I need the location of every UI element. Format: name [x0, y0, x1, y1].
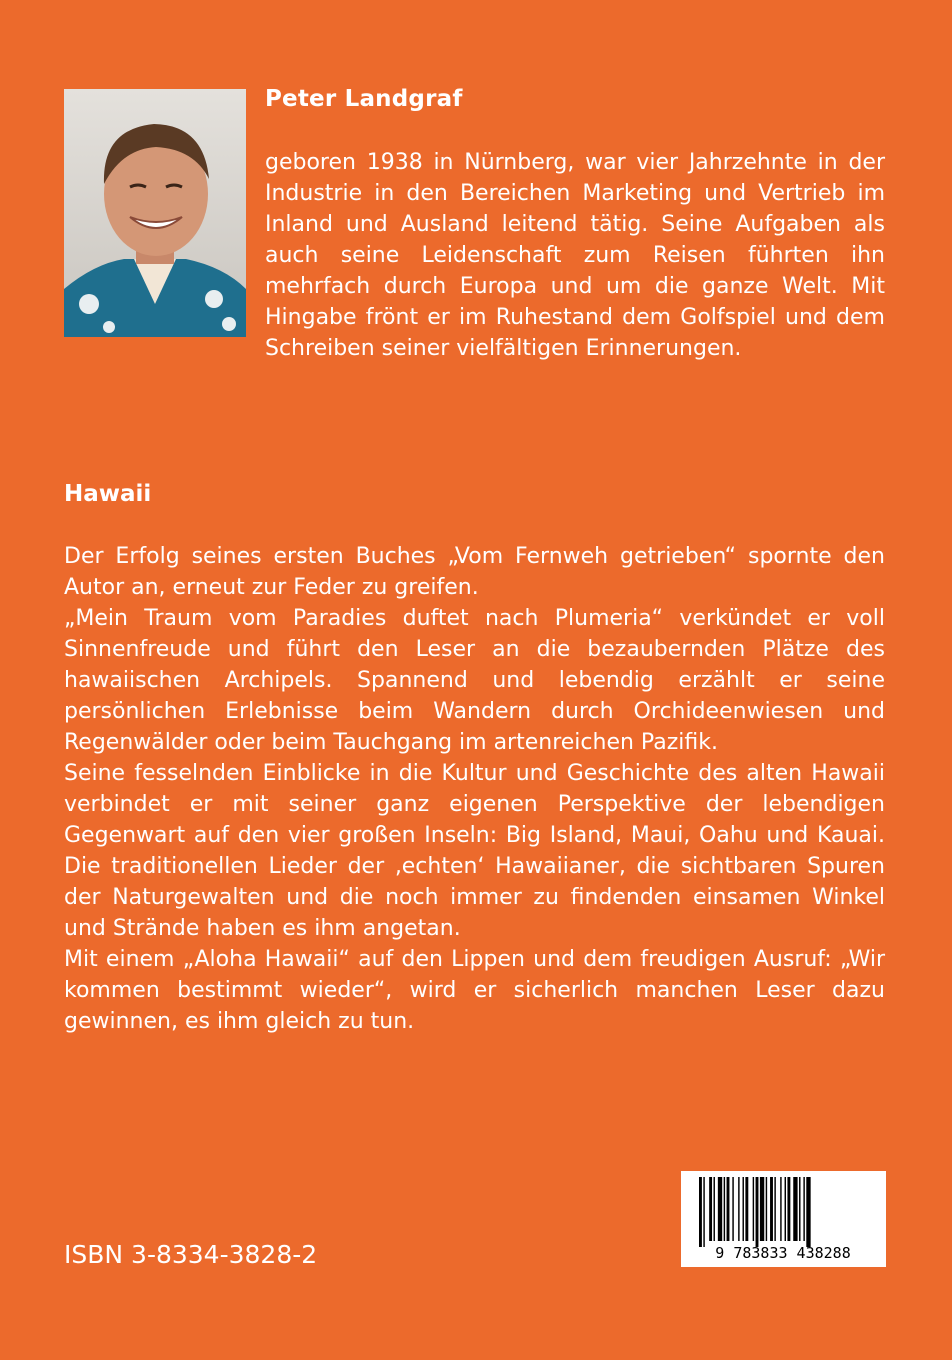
barcode-bar: [774, 1177, 775, 1241]
author-name: Peter Landgraf: [265, 86, 463, 112]
barcode-bar: [760, 1177, 764, 1241]
barcode-bar: [724, 1177, 725, 1241]
barcode-bar: [743, 1177, 744, 1241]
barcode-bar: [738, 1177, 739, 1241]
barcode-number: 9 783833 438288: [715, 1244, 851, 1262]
barcode-bar: [806, 1177, 810, 1247]
description-paragraph: Mit einem „Aloha Hawaii“ auf den Lippen und dem freudigen Ausruf: „Wir kommen bestimmt wieder“, wird er sicherlich manchen Leser dazu gewinnen, es ihm gleich zu tun.: [64, 947, 885, 1034]
barcode-bar: [745, 1177, 748, 1241]
description-paragraph: „Mein Traum vom Paradies duftet nach Plumeria“ verkündet er voll Sinnenfreude und führt den Leser an die bezaubernden Plätze des hawaiischen Archipels. Spannend und lebendig erzählt er seine persönlichen Erlebnisse beim Wandern durch Orchideenwiesen und Regenwälder oder beim Tauchgang im artenreichen Pazifik.: [64, 606, 885, 755]
barcode-bar: [780, 1177, 781, 1241]
barcode-bar: [785, 1177, 786, 1241]
description-paragraph: Der Erfolg seines ersten Buches „Vom Fernweh getrieben“ spornte den Autor an, erneut zur Feder zu greifen.: [64, 544, 885, 600]
barcode-bar: [799, 1177, 800, 1241]
barcode-bar: [732, 1177, 733, 1241]
barcode-bar: [709, 1177, 712, 1241]
barcode-bar: [753, 1177, 754, 1241]
barcode-bar: [727, 1177, 730, 1241]
author-bio: geboren 1938 in Nürnberg, war vier Jahrzehnte in der Industrie in den Bereichen Marketing und Vertrieb im Inland und Ausland leitend tätig. Seine Aufgaben als auch seine Leidenschaft zum Reisen führten ihn mehrfach durch Europa und um die ganze Welt. Mit Hingabe frönt er im Ruhestand dem Golfspiel und dem Schreiben seiner vielfältigen Erinnerungen.: [265, 150, 885, 361]
barcode: [681, 1171, 886, 1267]
barcode-bar: [703, 1177, 704, 1247]
barcode-bar: [787, 1177, 790, 1241]
barcode-bar: [766, 1177, 767, 1241]
barcode-bar: [770, 1177, 773, 1241]
author-portrait-illustration: [64, 89, 246, 337]
author-photo: [64, 89, 246, 337]
book-title: Hawaii: [64, 481, 152, 507]
description-paragraph: Seine fesselnden Einblicke in die Kultur und Geschichte des alten Hawaii verbindet er mit seiner ganz eigenen Perspektive der lebendigen Gegenwart auf den vier großen Inseln: Big Island, Maui, Oahu und Kauai. Die traditionellen Lieder der ‚echten‘ Hawaiianer, die sichtbaren Spuren der Naturgewalten und die noch immer zu findenden einsamen Winkel und Strände haben es ihm angetan.: [64, 761, 885, 941]
isbn-label: ISBN 3-8334-3828-2: [64, 1240, 318, 1269]
barcode-bar: [714, 1177, 715, 1241]
barcode-bar: [803, 1177, 804, 1241]
barcode-bar: [718, 1177, 722, 1241]
book-description: [64, 541, 885, 1037]
barcode-bar: [793, 1177, 797, 1241]
barcode-bar: [699, 1177, 702, 1247]
barcode-bar: [756, 1177, 759, 1247]
barcode-graphic: [681, 1171, 886, 1267]
